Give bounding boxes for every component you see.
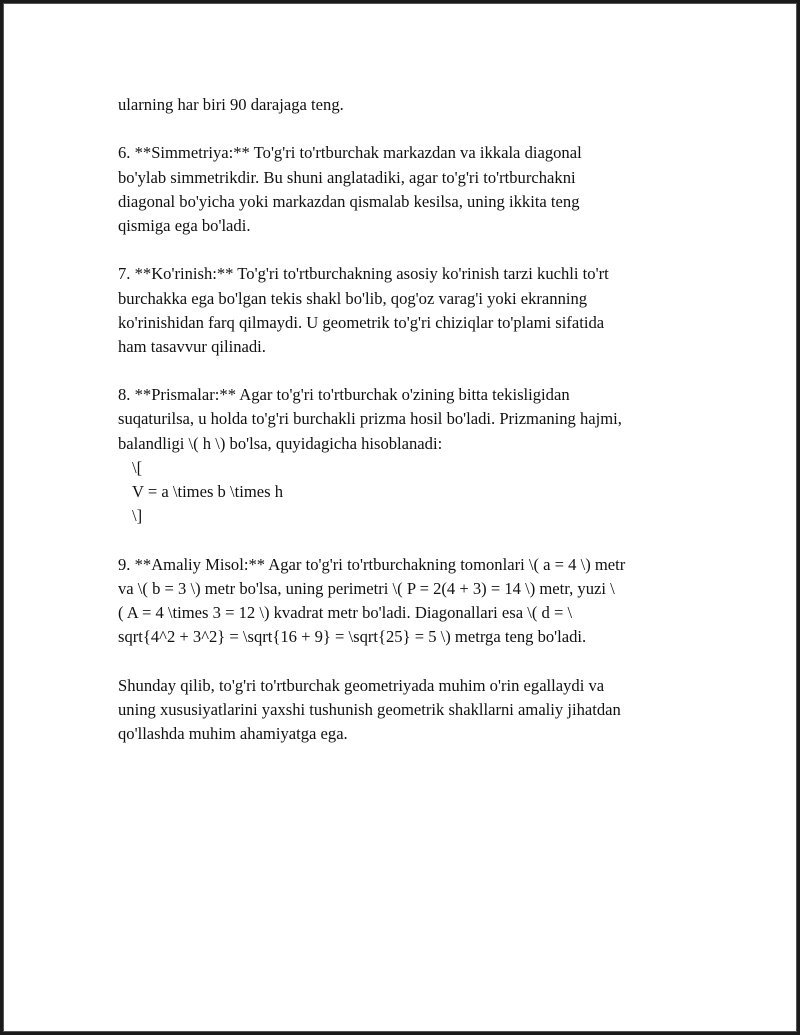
- text-line: suqaturilsa, u holda to'g'ri burchakli prizma hosil bo'ladi. Prizmaning hajmi,: [118, 409, 622, 429]
- text-line: qismiga ega bo'ladi.: [118, 215, 251, 235]
- text-line: sqrt{4^2 + 3^2} = \sqrt{16 + 9} = \sqrt{25} = 5 \) metrga teng bo'ladi.: [118, 627, 587, 647]
- math-close-delimiter: \]: [132, 506, 143, 526]
- paragraph-symmetry: [118, 141, 688, 238]
- paragraph-appearance: [118, 262, 688, 359]
- text-line: qo'llashda muhim ahamiyatga ega.: [118, 723, 348, 743]
- text-line: ko'rinishidan farq qilmaydi. U geometrik to'g'ri chiziqlar to'plami sifatida: [118, 312, 605, 332]
- paragraph-practical-example: [118, 553, 688, 650]
- text-line: 8. **Prismalar:** Agar to'g'ri to'rtburchak o'zining bitta tekisligidan: [118, 385, 570, 405]
- text-line: va \( b = 3 \) metr bo'lsa, uning perimetri \( P = 2(4 + 3) = 14 \) metr, yuzi \: [118, 578, 615, 598]
- text-line: burchakka ega bo'lgan tekis shakl bo'lib, qog'oz varag'i yoki ekranning: [118, 288, 588, 308]
- text-line: diagonal bo'yicha yoki markazdan qismalab kesilsa, uning ikkita teng: [118, 191, 580, 211]
- text-line: 9. **Amaliy Misol:** Agar to'g'ri to'rtburchakning tomonlari \( a = 4 \) metr: [118, 554, 626, 574]
- text-line: Shunday qilib, to'g'ri to'rtburchak geometriyada muhim o'rin egallaydi va: [118, 675, 605, 695]
- text-line: 6. **Simmetriya:** To'g'ri to'rtburchak markazdan va ikkala diagonal: [118, 143, 582, 163]
- document-body: [118, 93, 688, 770]
- paragraph-continuation: [118, 93, 688, 117]
- text-line: ularning har biri 90 darajaga teng.: [118, 95, 344, 114]
- volume-formula: V = a \times b \times h: [132, 482, 284, 501]
- text-line: uning xususiyatlarini yaxshi tushunish geometrik shakllarni amaliy jihatdan: [118, 699, 621, 719]
- text-line: balandligi \( h \) bo'lsa, quyidagicha hisoblanadi:: [118, 433, 443, 453]
- text-line: 7. **Ko'rinish:** To'g'ri to'rtburchakning asosiy ko'rinish tarzi kuchli to'rt: [118, 264, 609, 284]
- text-line: ( A = 4 \times 3 = 12 \) kvadrat metr bo'ladi. Diagonallari esa \( d = \: [118, 602, 573, 622]
- text-line: ham tasavvur qilinadi.: [118, 336, 266, 356]
- math-open-delimiter: \[: [132, 457, 143, 477]
- text-line: bo'ylab simmetrikdir. Bu shuni anglatadiki, agar to'g'ri to'rtburchakni: [118, 167, 576, 187]
- paragraph-conclusion: [118, 674, 688, 747]
- paragraph-prisms: [118, 383, 688, 528]
